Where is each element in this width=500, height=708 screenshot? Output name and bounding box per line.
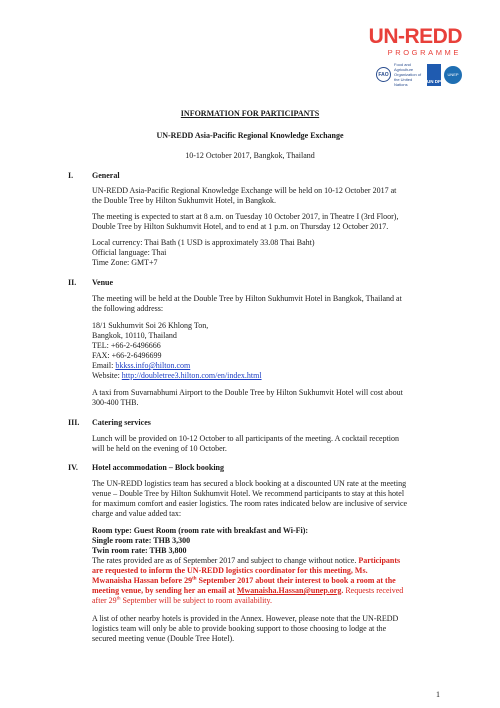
- fao-caption: Food and Agriculture Organization of the United Nations: [394, 62, 422, 87]
- email-line: [92, 361, 190, 371]
- document-title: INFORMATION FOR PARTICIPANTS: [180, 109, 320, 118]
- deadline-text-b: September 2017 about their interest to book a room at the: [196, 576, 396, 585]
- phone-line: TEL: +66-2-6496666: [92, 341, 161, 350]
- section-heading-general: General: [92, 171, 120, 180]
- unep-logo-icon: UNEP: [444, 66, 462, 84]
- availability-b: September will be subject to room availability.: [120, 596, 272, 605]
- currency-info: Local currency: Thai Bath (1 USD is approximately 33.08 Thai Baht): [92, 238, 315, 247]
- address-line: 18/1 Sukhumvit Soi 26 Khlong Ton,: [92, 321, 209, 330]
- coordinator-deadline: [92, 576, 396, 586]
- hotel-email-link[interactable]: bkkss.info@hilton.com: [115, 361, 191, 370]
- section-number: I.: [68, 171, 74, 180]
- paragraph-line: the following address:: [92, 304, 164, 313]
- paragraph-line: UN-REDD Asia-Pacific Regional Knowledge Exchange will be held on 10-12 October 2017 at: [92, 186, 397, 195]
- availability-a: after 29: [92, 596, 117, 605]
- email-period: .: [341, 586, 344, 595]
- coordinator-email-line: [92, 586, 403, 596]
- coordinator-email-link[interactable]: Mwanaisha.Hassan@unep.org: [236, 586, 342, 595]
- language-info: Official language: Thai: [92, 248, 167, 257]
- room-type: Room type: Guest Room (room rate with breakfast and Wi-Fi):: [92, 526, 309, 535]
- address-line: Bangkok, 10110, Thailand: [92, 331, 177, 340]
- rates-plain: The rates provided are as of September 2017 and subject to change without notice.: [92, 556, 357, 565]
- paragraph-line: venue – Double Tree by Hilton Sukhumvit Hotel. We recommend participants to stay at this hotel: [92, 489, 405, 498]
- section-heading-venue: Venue: [92, 278, 114, 287]
- paragraph-line: The meeting will be held at the Double Tree by Hilton Sukhumvit Hotel in Bangkok, Thailand at: [92, 294, 402, 303]
- availability-note: [92, 596, 272, 606]
- section-number: II.: [68, 278, 77, 287]
- document-dateline: 10-12 October 2017, Bangkok, Thailand: [185, 151, 315, 160]
- hotel-website-link[interactable]: http://doubletree3.hilton.com/en/index.html: [121, 371, 262, 380]
- paragraph-line: Lunch will be provided on 10-12 October to all participants of the meeting. A cocktail reception: [92, 434, 400, 443]
- coordinator-request: are requested to inform the UN-REDD logistics coordinator for this meeting, Ms.: [92, 566, 368, 575]
- page-number: 1: [436, 690, 440, 699]
- paragraph-line: A list of other nearby hotels is provided in the Annex. However, please note that the UN-REDD: [92, 614, 399, 623]
- website-line: [92, 371, 262, 381]
- paragraph-line: for maximum comfort and easier logistics. The room rates indicated below are inclusive of service: [92, 499, 408, 508]
- section-heading-hotel: Hotel accommodation – Block booking: [92, 463, 225, 472]
- deadline-suffix: th: [192, 576, 197, 582]
- document-subtitle: UN-REDD Asia-Pacific Regional Knowledge Exchange: [156, 131, 344, 140]
- section-number: IV.: [68, 463, 78, 472]
- paragraph-line: Double Tree by Hilton Sukhumvit Hotel, and to end at 1 p.m. on Thursday 12 October 2017.: [92, 222, 389, 231]
- availability-suffix: th: [116, 596, 121, 602]
- un-redd-logo: [352, 26, 462, 88]
- partner-logos: [376, 62, 462, 87]
- paragraph-line: secured meeting venue (Double Tree Hotel).: [92, 634, 235, 643]
- paragraph-line: A taxi from Suvarnabhumi Airport to the Double Tree by Hilton Sukhumvit Hotel will cost about: [92, 388, 403, 397]
- logo-tagline: PROGRAMME: [387, 48, 461, 57]
- paragraph-line: logistics team will only be able to provide booking support to those choosing to lodge at the: [92, 624, 387, 633]
- paragraph-line: The UN-REDD logistics team has secured a block booking at a discounted UN rate at the meeting: [92, 479, 407, 488]
- paragraph-line: the Double Tree by Hilton Sukhumvit Hotel, in Bangkok.: [92, 196, 276, 205]
- requests-received: Requests received: [343, 586, 404, 595]
- single-room-rate: Single room rate: THB 3,300: [92, 536, 191, 545]
- paragraph-line: will be held on the evening of 10 October.: [92, 444, 227, 453]
- undp-logo-icon: UN DP: [427, 64, 441, 86]
- paragraph-line: The meeting is expected to start at 8 a.m. on Tuesday 10 October 2017, in Theatre I (3rd Floor),: [92, 212, 399, 221]
- email-label: Email:: [92, 361, 114, 370]
- paragraph-line: 300-400 THB.: [92, 398, 139, 407]
- paragraph-line: charge and value added tax:: [92, 509, 182, 518]
- section-number: III.: [68, 418, 80, 427]
- rates-notice: [92, 556, 400, 566]
- website-label: Website:: [92, 371, 120, 380]
- email-instruction: meeting venue, by sending her an email at: [92, 586, 235, 595]
- twin-room-rate: Twin room rate: THB 3,800: [92, 546, 187, 555]
- section-heading-catering: Catering services: [92, 418, 151, 427]
- logo-wordmark: UN-REDD: [368, 25, 462, 48]
- rates-red-start: Participants: [358, 556, 401, 565]
- fax-line: FAX: +66-2-6496699: [92, 351, 162, 360]
- deadline-text-a: Mwanaisha Hassan before 29: [92, 576, 193, 585]
- fao-logo-icon: FAO: [376, 67, 391, 82]
- timezone-info: Time Zone: GMT+7: [92, 258, 158, 267]
